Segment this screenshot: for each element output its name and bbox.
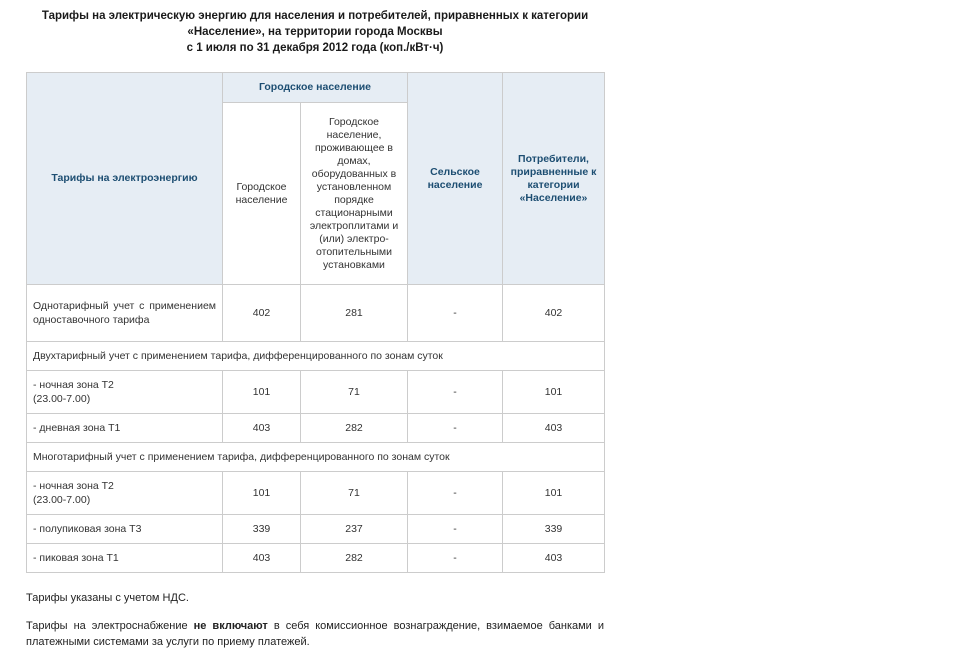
cell-rural: - [408, 515, 503, 544]
cell-urban-stoves: 282 [301, 414, 408, 443]
table-row [27, 515, 605, 544]
cell-equated: 403 [503, 544, 605, 573]
cell-rural: - [408, 414, 503, 443]
cell-urban-stoves: 281 [301, 285, 408, 342]
tariff-table [26, 72, 605, 573]
row-label: - дневная зона Т1 [27, 414, 223, 443]
commission-note-emphasis: не включают [193, 620, 268, 632]
cell-equated: 101 [503, 371, 605, 414]
cell-urban: 403 [223, 414, 301, 443]
commission-note-suffix: в себя комиссионное вознаграждение, взимаемое банками и платежными системами за услуги по приему платежей. [26, 620, 604, 648]
cell-rural: - [408, 544, 503, 573]
cell-rural: - [408, 472, 503, 515]
table-row [27, 414, 605, 443]
table-row [27, 472, 605, 515]
cell-equated: 339 [503, 515, 605, 544]
cell-rural: - [408, 371, 503, 414]
row-label: - ночная зона Т2 [33, 379, 114, 391]
cell-equated: 101 [503, 472, 605, 515]
row-sublabel: (23.00-7.00) [33, 494, 91, 506]
cell-urban: 402 [223, 285, 301, 342]
row-label: - пиковая зона Т1 [27, 544, 223, 573]
commission-note-prefix: Тарифы на электроснабжение [26, 620, 188, 632]
header-tariffs: Тарифы на электроэнергию [27, 73, 223, 285]
cell-urban-stoves: 71 [301, 371, 408, 414]
section-row [27, 342, 605, 371]
table-row [27, 285, 605, 342]
cell-urban-stoves: 282 [301, 544, 408, 573]
title-line-3: с 1 июля по 31 декабря 2012 года (коп./кВт·ч) [186, 42, 444, 54]
cell-urban: 339 [223, 515, 301, 544]
section-row [27, 443, 605, 472]
title-line-2: «Население», на территории города Москвы [187, 26, 443, 38]
header-urban-group: Городское население [223, 73, 408, 103]
header-rural: Сельское население [408, 73, 503, 285]
commission-note [26, 618, 604, 650]
table-row [27, 544, 605, 573]
cell-urban: 403 [223, 544, 301, 573]
cell-equated: 402 [503, 285, 605, 342]
header-equated: Потребители, приравненные к категории «Население» [503, 73, 605, 285]
row-label: Однотарифный учет с применением одноставочного тарифа [27, 285, 223, 342]
cell-urban-stoves: 237 [301, 515, 408, 544]
section-two-zone: Двухтарифный учет с применением тарифа, дифференцированного по зонам суток [27, 342, 605, 371]
title-line-1: Тарифы на электрическую энергию для населения и потребителей, приравненных к категории [41, 10, 589, 22]
cell-rural: - [408, 285, 503, 342]
header-urban: Городское население [223, 103, 301, 285]
page-title [26, 8, 604, 56]
row-label: - ночная зона Т2 [33, 480, 114, 492]
cell-urban: 101 [223, 472, 301, 515]
table-row [27, 371, 605, 414]
cell-urban-stoves: 71 [301, 472, 408, 515]
vat-note: Тарифы указаны с учетом НДС. [26, 592, 189, 604]
cell-urban: 101 [223, 371, 301, 414]
row-label: - полупиковая зона Т3 [27, 515, 223, 544]
header-urban-stoves: Городское население, проживающее в домах, оборудованных в установленном порядке стационарными электроплитами и (или) электро-отопительными установками [301, 103, 408, 285]
cell-equated: 403 [503, 414, 605, 443]
section-multi-zone: Многотарифный учет с применением тарифа, дифференцированного по зонам суток [27, 443, 605, 472]
row-sublabel: (23.00-7.00) [33, 393, 91, 405]
